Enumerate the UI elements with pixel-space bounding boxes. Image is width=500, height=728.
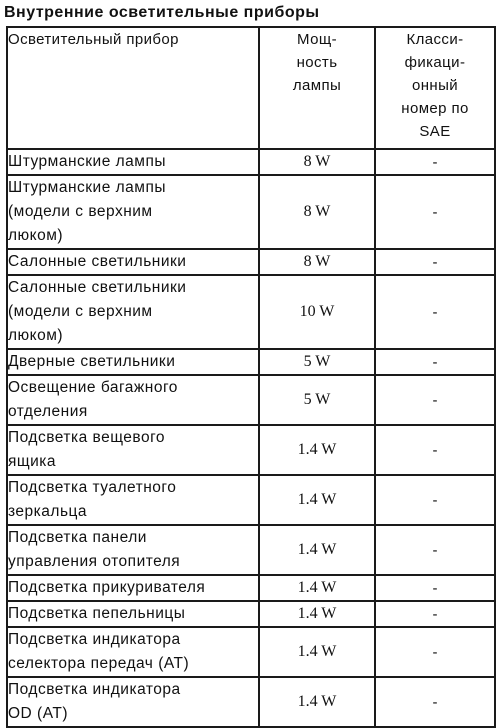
header-power-line: лампы <box>292 77 342 94</box>
cell-power: 1.4 W <box>259 627 375 677</box>
cell-sae-number: - <box>375 275 495 349</box>
cell-power: 5 W <box>259 375 375 425</box>
cell-device <box>7 601 259 627</box>
cell-device <box>7 575 259 601</box>
device-name-line: Подсветка индикатора <box>8 631 181 648</box>
table-row <box>7 677 495 727</box>
header-sae-number <box>375 27 495 149</box>
cell-sae-number: - <box>375 375 495 425</box>
header-sae-line: фикаци- <box>404 54 466 71</box>
cell-device <box>7 677 259 727</box>
device-name-line: Салонные светильники <box>8 279 187 296</box>
cell-power: 1.4 W <box>259 575 375 601</box>
header-device-line: Осветительный прибор <box>8 31 179 48</box>
device-name-line: Освещение багажного <box>8 379 178 396</box>
cell-power: 1.4 W <box>259 475 375 525</box>
cell-power: 1.4 W <box>259 601 375 627</box>
table-header-row <box>7 27 495 149</box>
cell-device <box>7 249 259 275</box>
device-name-line: люком) <box>8 327 64 344</box>
lighting-specs-table <box>6 26 496 728</box>
header-sae-line: номер по <box>401 100 469 117</box>
header-power-line: Мощ- <box>297 31 337 48</box>
table-row <box>7 525 495 575</box>
cell-power: 5 W <box>259 349 375 375</box>
cell-power: 1.4 W <box>259 525 375 575</box>
table-body <box>7 149 495 727</box>
table-row <box>7 249 495 275</box>
device-name-line: (модели с верхним <box>8 203 153 220</box>
cell-sae-number: - <box>375 627 495 677</box>
cell-power: 1.4 W <box>259 677 375 727</box>
cell-sae-number: - <box>375 175 495 249</box>
cell-sae-number: - <box>375 149 495 175</box>
table-row <box>7 425 495 475</box>
cell-sae-number: - <box>375 575 495 601</box>
cell-sae-number: - <box>375 525 495 575</box>
table-row <box>7 475 495 525</box>
cell-device <box>7 349 259 375</box>
header-power <box>259 27 375 149</box>
device-name-line: Дверные светильники <box>8 353 176 370</box>
cell-device <box>7 375 259 425</box>
table-row <box>7 349 495 375</box>
device-name-line: Подсветка пепельницы <box>8 605 186 622</box>
page-title: Внутренние осветительные приборы <box>4 4 320 21</box>
header-sae-line: Класси- <box>406 31 464 48</box>
device-name-line: люком) <box>8 227 64 244</box>
cell-power: 8 W <box>259 149 375 175</box>
device-name-line: (модели с верхним <box>8 303 153 320</box>
device-name-line: OD (AT) <box>8 705 69 722</box>
cell-sae-number: - <box>375 475 495 525</box>
header-sae-line: SAE <box>419 123 451 140</box>
device-name-line: селектора передач (AT) <box>8 655 190 672</box>
cell-device <box>7 525 259 575</box>
cell-device <box>7 627 259 677</box>
table-row <box>7 627 495 677</box>
table-row <box>7 375 495 425</box>
device-name-line: Подсветка индикатора <box>8 681 181 698</box>
cell-device <box>7 475 259 525</box>
device-name-line: Штурманские лампы <box>8 179 166 196</box>
table-row <box>7 575 495 601</box>
cell-sae-number: - <box>375 677 495 727</box>
device-name-line: Подсветка прикуривателя <box>8 579 206 596</box>
device-name-line: Подсветка туалетного <box>8 479 177 496</box>
table-row <box>7 601 495 627</box>
header-device <box>7 27 259 149</box>
cell-power: 10 W <box>259 275 375 349</box>
header-power-line: ность <box>296 54 338 71</box>
cell-sae-number: - <box>375 601 495 627</box>
device-name-line: управления отопителя <box>8 553 181 570</box>
device-name-line: отделения <box>8 403 88 420</box>
device-name-line: зеркальца <box>8 503 88 520</box>
table-row <box>7 149 495 175</box>
device-name-line: Подсветка вещевого <box>8 429 166 446</box>
cell-sae-number: - <box>375 425 495 475</box>
table-row <box>7 175 495 249</box>
table-row <box>7 275 495 349</box>
cell-device <box>7 175 259 249</box>
cell-device <box>7 425 259 475</box>
cell-device <box>7 275 259 349</box>
device-name-line: ящика <box>8 453 57 470</box>
cell-power: 8 W <box>259 249 375 275</box>
cell-sae-number: - <box>375 249 495 275</box>
cell-power: 1.4 W <box>259 425 375 475</box>
cell-sae-number: - <box>375 349 495 375</box>
device-name-line: Салонные светильники <box>8 253 187 270</box>
device-name-line: Штурманские лампы <box>8 153 166 170</box>
cell-power: 8 W <box>259 175 375 249</box>
header-sae-line: онный <box>411 77 459 94</box>
cell-device <box>7 149 259 175</box>
device-name-line: Подсветка панели <box>8 529 147 546</box>
